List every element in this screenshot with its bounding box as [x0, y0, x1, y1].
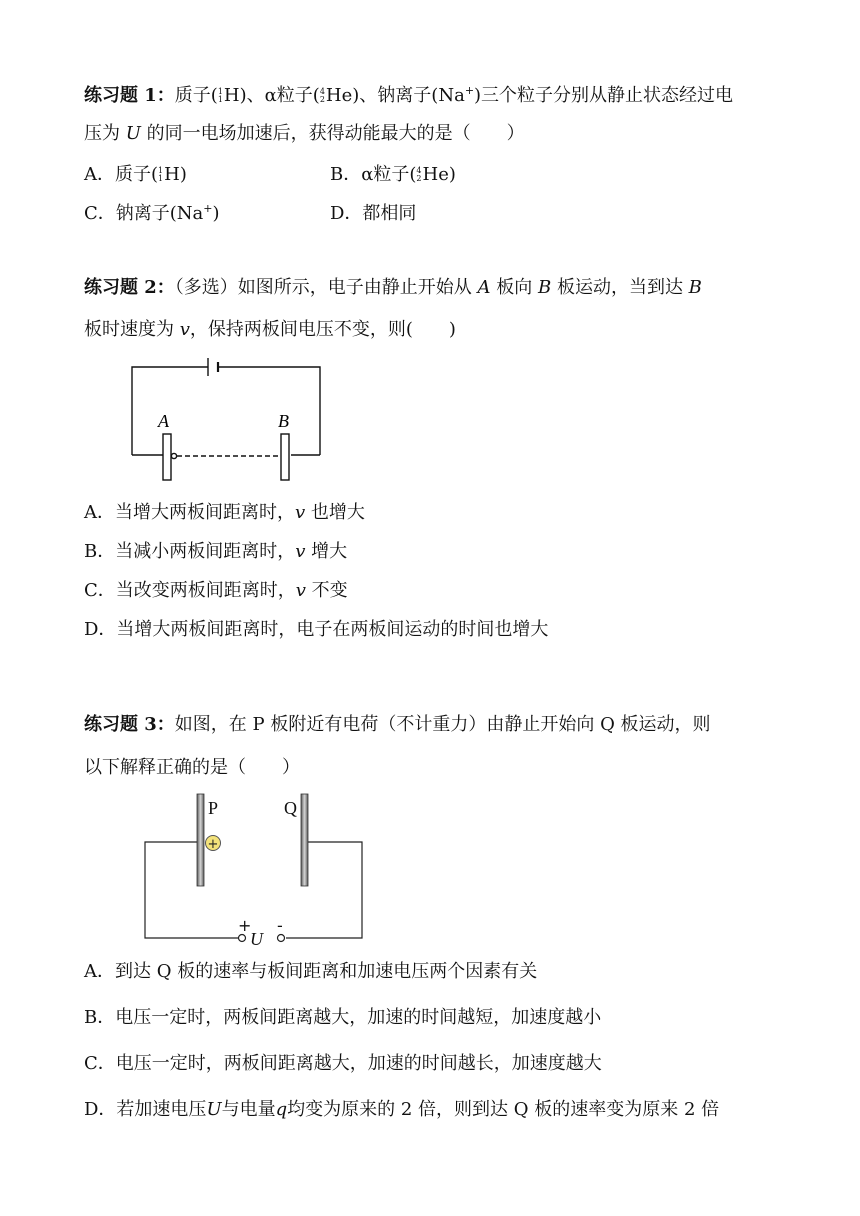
q2-text: （多选）如图所示，电子由静止开始从 — [174, 277, 478, 298]
plate-q — [301, 794, 308, 886]
opt-text: B．当减小两板间距离时， — [84, 541, 296, 562]
q1-superscript: + — [464, 84, 475, 97]
opt-text: A．质子( — [84, 164, 159, 185]
q3-line-2 — [84, 756, 300, 780]
opt-text: D．都相同 — [330, 203, 417, 224]
q1-var-u: U — [125, 123, 141, 144]
q1-text: H)、α粒子( — [223, 85, 320, 106]
plate-b-label: B — [278, 411, 289, 431]
q2-option-d[interactable] — [84, 618, 548, 642]
opt-text: D．当增大两板间距离时，电子在两板间运动的时间也增大 — [84, 619, 549, 640]
terminal-positive — [239, 935, 246, 942]
iso-atomic: 1 — [158, 174, 164, 183]
wire — [218, 367, 320, 455]
q3-line-1 — [84, 713, 711, 737]
q1-isotope-h — [158, 167, 163, 183]
iso-atomic: 2 — [416, 174, 422, 183]
q2-var-b: B — [688, 277, 702, 298]
opt-text: He) — [422, 164, 456, 185]
q2-label: 练习题 2： — [84, 277, 175, 298]
plate-p-label: P — [208, 798, 219, 818]
iso-mass: 1 — [158, 166, 164, 175]
q1-isotope-h — [218, 88, 223, 104]
opt-text: C．钠离子(Na — [84, 203, 204, 224]
terminal-negative — [278, 935, 285, 942]
opt-text: 与电量 — [221, 1099, 276, 1120]
plate-p — [197, 794, 204, 886]
opt-text: ) — [212, 203, 220, 224]
q1-line-2 — [84, 122, 525, 146]
q3-var-u: U — [206, 1099, 222, 1120]
opt-text: A．当增大两板间距离时， — [84, 502, 295, 523]
q2-option-a[interactable] — [84, 501, 365, 525]
q3-text: 以下解释正确的是（ ） — [84, 757, 300, 778]
opt-text: 增大 — [305, 541, 348, 562]
wire — [145, 842, 238, 938]
q2-var-v: v — [295, 580, 306, 601]
opt-text: A．到达 Q 板的速率与板间距离和加速电压两个因素有关 — [84, 961, 538, 982]
opt-text: 不变 — [305, 580, 348, 601]
q2-var-v: v — [179, 319, 190, 340]
plate-b — [281, 434, 289, 480]
q3-option-d[interactable] — [84, 1098, 719, 1122]
q1-text: )三个粒子分别从静止状态经过电 — [474, 85, 734, 106]
q1-isotope-he — [320, 88, 325, 104]
q2-option-c[interactable] — [84, 579, 348, 603]
opt-text: D．若加速电压 — [84, 1099, 207, 1120]
minus-label: - — [277, 916, 283, 935]
opt-text: H) — [164, 164, 187, 185]
q1-option-b[interactable] — [330, 163, 456, 187]
q3-text: 如图，在 P 板附近有电荷（不计重力）由静止开始向 Q 板运动，则 — [174, 714, 711, 735]
q2-line-1 — [84, 276, 702, 300]
q3-var-q: q — [275, 1099, 288, 1120]
voltage-label: U — [250, 929, 263, 949]
plus-label: + — [238, 916, 252, 935]
q1-text: 压为 — [84, 123, 126, 144]
q2-text: ，保持两板间电压不变，则( ) — [189, 319, 456, 340]
q2-var-v: v — [295, 541, 306, 562]
q1-isotope-he — [416, 167, 421, 183]
q1-option-c[interactable] — [84, 202, 220, 226]
q2-text: 板向 — [490, 277, 538, 298]
opt-text: C．当改变两板间距离时， — [84, 580, 296, 601]
opt-text: B．电压一定时，两板间距离越大，加速的时间越短，加速度越小 — [84, 1007, 602, 1028]
q2-circuit-diagram — [126, 355, 326, 485]
q1-label: 练习题 1： — [84, 85, 175, 106]
q1-option-d[interactable] — [330, 202, 416, 226]
iso-mass: 4 — [319, 87, 325, 96]
iso-mass: 4 — [416, 166, 422, 175]
q3-option-c[interactable] — [84, 1052, 602, 1076]
electron-dot — [171, 453, 176, 458]
q2-var-a: A — [477, 277, 491, 298]
plate-a — [163, 434, 171, 480]
wire — [286, 842, 362, 938]
q1-option-a[interactable] — [84, 163, 187, 187]
q2-option-b[interactable] — [84, 540, 347, 564]
q3-label: 练习题 3： — [84, 714, 175, 735]
opt-text: 也增大 — [305, 502, 365, 523]
q2-line-2 — [84, 318, 456, 342]
q1-text: 质子( — [174, 85, 218, 106]
q1-superscript: + — [203, 202, 213, 215]
q2-text: 板时速度为 — [84, 319, 180, 340]
q2-text: 板运动，当到达 — [551, 277, 689, 298]
q3-option-b[interactable] — [84, 1006, 601, 1030]
q3-option-a[interactable] — [84, 960, 537, 984]
opt-text: 均变为原来的 2 倍，则到达 Q 板的速率变为原来 2 倍 — [287, 1099, 720, 1120]
plate-q-label: Q — [284, 798, 297, 818]
plate-a-label: A — [158, 411, 169, 431]
opt-text: C．电压一定时，两板间距离越大，加速的时间越长，加速度越大 — [84, 1053, 602, 1074]
q1-text: He)、钠离子(Na — [325, 85, 465, 106]
charge-sign: + — [207, 837, 219, 852]
iso-atomic: 1 — [217, 95, 223, 104]
q3-circuit-diagram — [140, 790, 370, 950]
opt-text: B．α粒子( — [330, 164, 417, 185]
q1-text: 的同一电场加速后，获得动能最大的是（ ） — [140, 123, 525, 144]
q2-var-v: v — [295, 502, 306, 523]
q2-var-b: B — [537, 277, 552, 298]
iso-mass: 1 — [217, 87, 223, 96]
q1-line-1 — [84, 84, 733, 108]
iso-atomic: 2 — [319, 95, 325, 104]
